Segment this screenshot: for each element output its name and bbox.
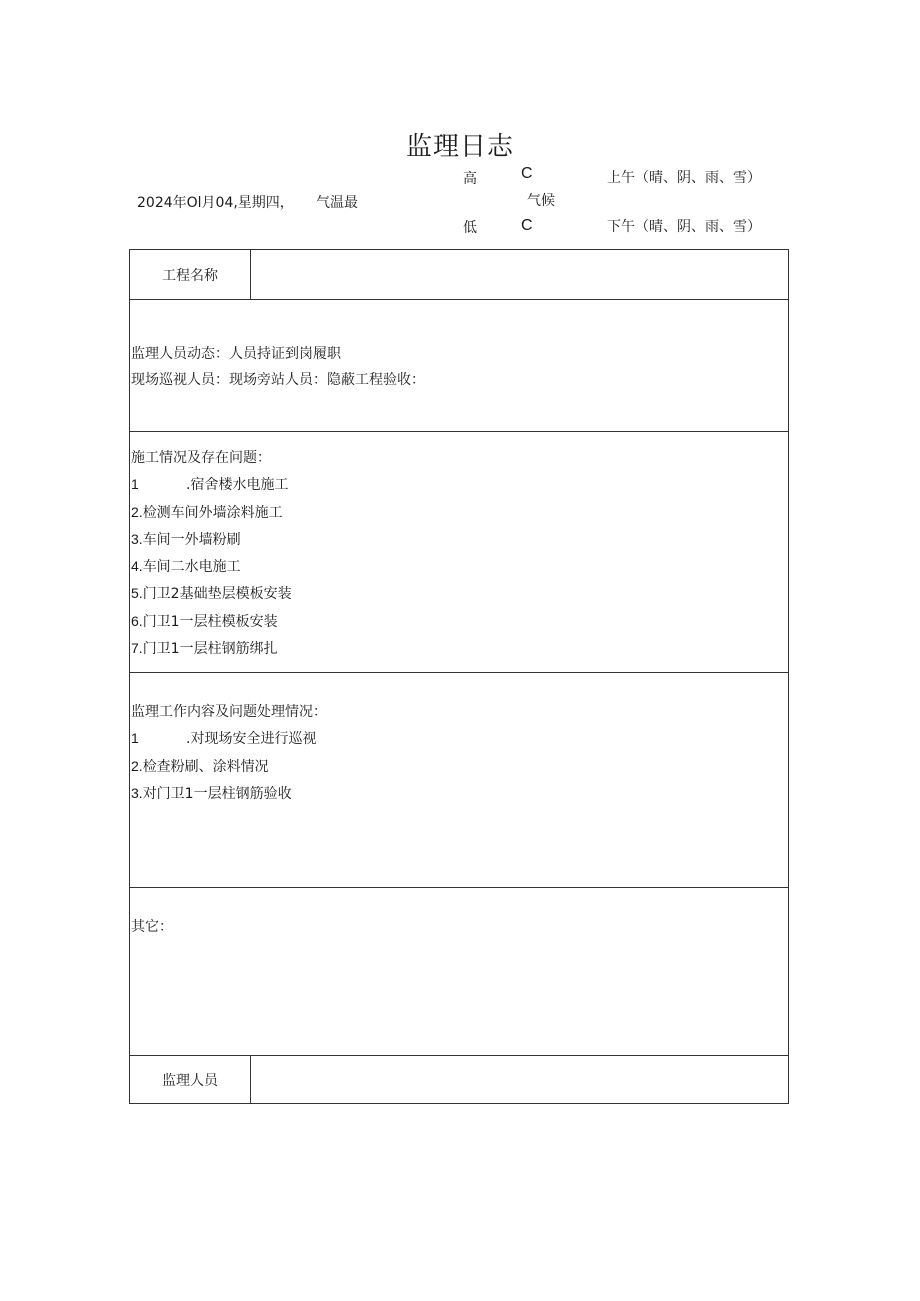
item-number: 1 bbox=[131, 476, 139, 493]
construction-heading: 施工情况及存在问题： bbox=[131, 450, 271, 466]
list-item bbox=[131, 526, 292, 553]
project-name-field[interactable] bbox=[251, 250, 788, 299]
low-temp-unit: C bbox=[521, 217, 533, 234]
item-text: 门卫1一层柱模板安装 bbox=[142, 613, 278, 630]
item-text: 检查粉刷、涂料情况 bbox=[142, 758, 269, 775]
staff-text bbox=[131, 341, 425, 394]
other-section bbox=[130, 887, 788, 1055]
item-text: 车间一外墙粉刷 bbox=[142, 531, 241, 548]
staff-line-1: 监理人员动态：人员持证到岗履职 bbox=[131, 346, 341, 362]
supervision-heading: 监理工作内容及问题处理情况： bbox=[131, 704, 327, 720]
item-number: 2. bbox=[131, 757, 143, 774]
item-number: 3. bbox=[131, 784, 143, 801]
weather-label: 气候 bbox=[527, 193, 555, 209]
log-table bbox=[129, 249, 789, 1104]
list-item bbox=[131, 499, 292, 526]
item-number: 4. bbox=[131, 558, 143, 575]
item-number: 5. bbox=[131, 585, 143, 602]
date-text: 2024年Ol月04,星期四， bbox=[137, 195, 294, 211]
supervisor-row bbox=[130, 1055, 788, 1103]
project-name-label: 工程名称 bbox=[130, 250, 251, 299]
afternoon-weather: 下午（晴、阴、雨、雪） bbox=[607, 219, 761, 235]
construction-section bbox=[130, 431, 788, 672]
item-text: .对现场安全进行巡视 bbox=[186, 731, 317, 748]
item-number: 2. bbox=[131, 503, 143, 520]
list-item bbox=[131, 553, 292, 580]
item-text: 门卫1一层柱钢筋绑扎 bbox=[142, 641, 278, 658]
low-temp-label: 低 bbox=[463, 220, 477, 236]
item-text: 车间二水电施工 bbox=[142, 559, 241, 576]
high-temp-label: 高 bbox=[463, 171, 477, 187]
temperature-label: 气温最 bbox=[316, 195, 358, 211]
item-text: 检测车间外墙涂料施工 bbox=[142, 504, 283, 521]
staff-line-2: 现场巡视人员：现场旁站人员：隐蔽工程验收： bbox=[131, 372, 425, 389]
list-item bbox=[131, 635, 292, 662]
item-number: 7. bbox=[131, 640, 143, 657]
list-item bbox=[131, 580, 292, 607]
staff-section bbox=[130, 299, 788, 431]
list-item bbox=[131, 780, 327, 807]
construction-text bbox=[131, 445, 292, 662]
list-item bbox=[131, 725, 327, 752]
project-name-row bbox=[130, 250, 788, 299]
high-temp-unit: C bbox=[521, 165, 533, 182]
item-text: .宿舍楼水电施工 bbox=[186, 477, 289, 494]
supervisor-label: 监理人员 bbox=[130, 1056, 251, 1103]
item-text: 门卫2基础垫层模板安装 bbox=[142, 586, 292, 603]
other-label: 其它： bbox=[131, 919, 173, 935]
supervision-section bbox=[130, 672, 788, 887]
list-item bbox=[131, 608, 292, 635]
page-title: 监理日志 bbox=[405, 132, 514, 162]
item-number: 6. bbox=[131, 612, 143, 629]
morning-weather: 上午（晴、阴、雨、雪） bbox=[607, 170, 761, 186]
supervisor-field[interactable] bbox=[251, 1056, 788, 1103]
list-item bbox=[131, 753, 327, 780]
item-number: 1 bbox=[131, 730, 139, 747]
supervision-text bbox=[131, 699, 327, 807]
item-number: 3. bbox=[131, 530, 143, 547]
list-item bbox=[131, 471, 292, 498]
item-text: 对门卫1一层柱钢筋验收 bbox=[142, 785, 292, 802]
